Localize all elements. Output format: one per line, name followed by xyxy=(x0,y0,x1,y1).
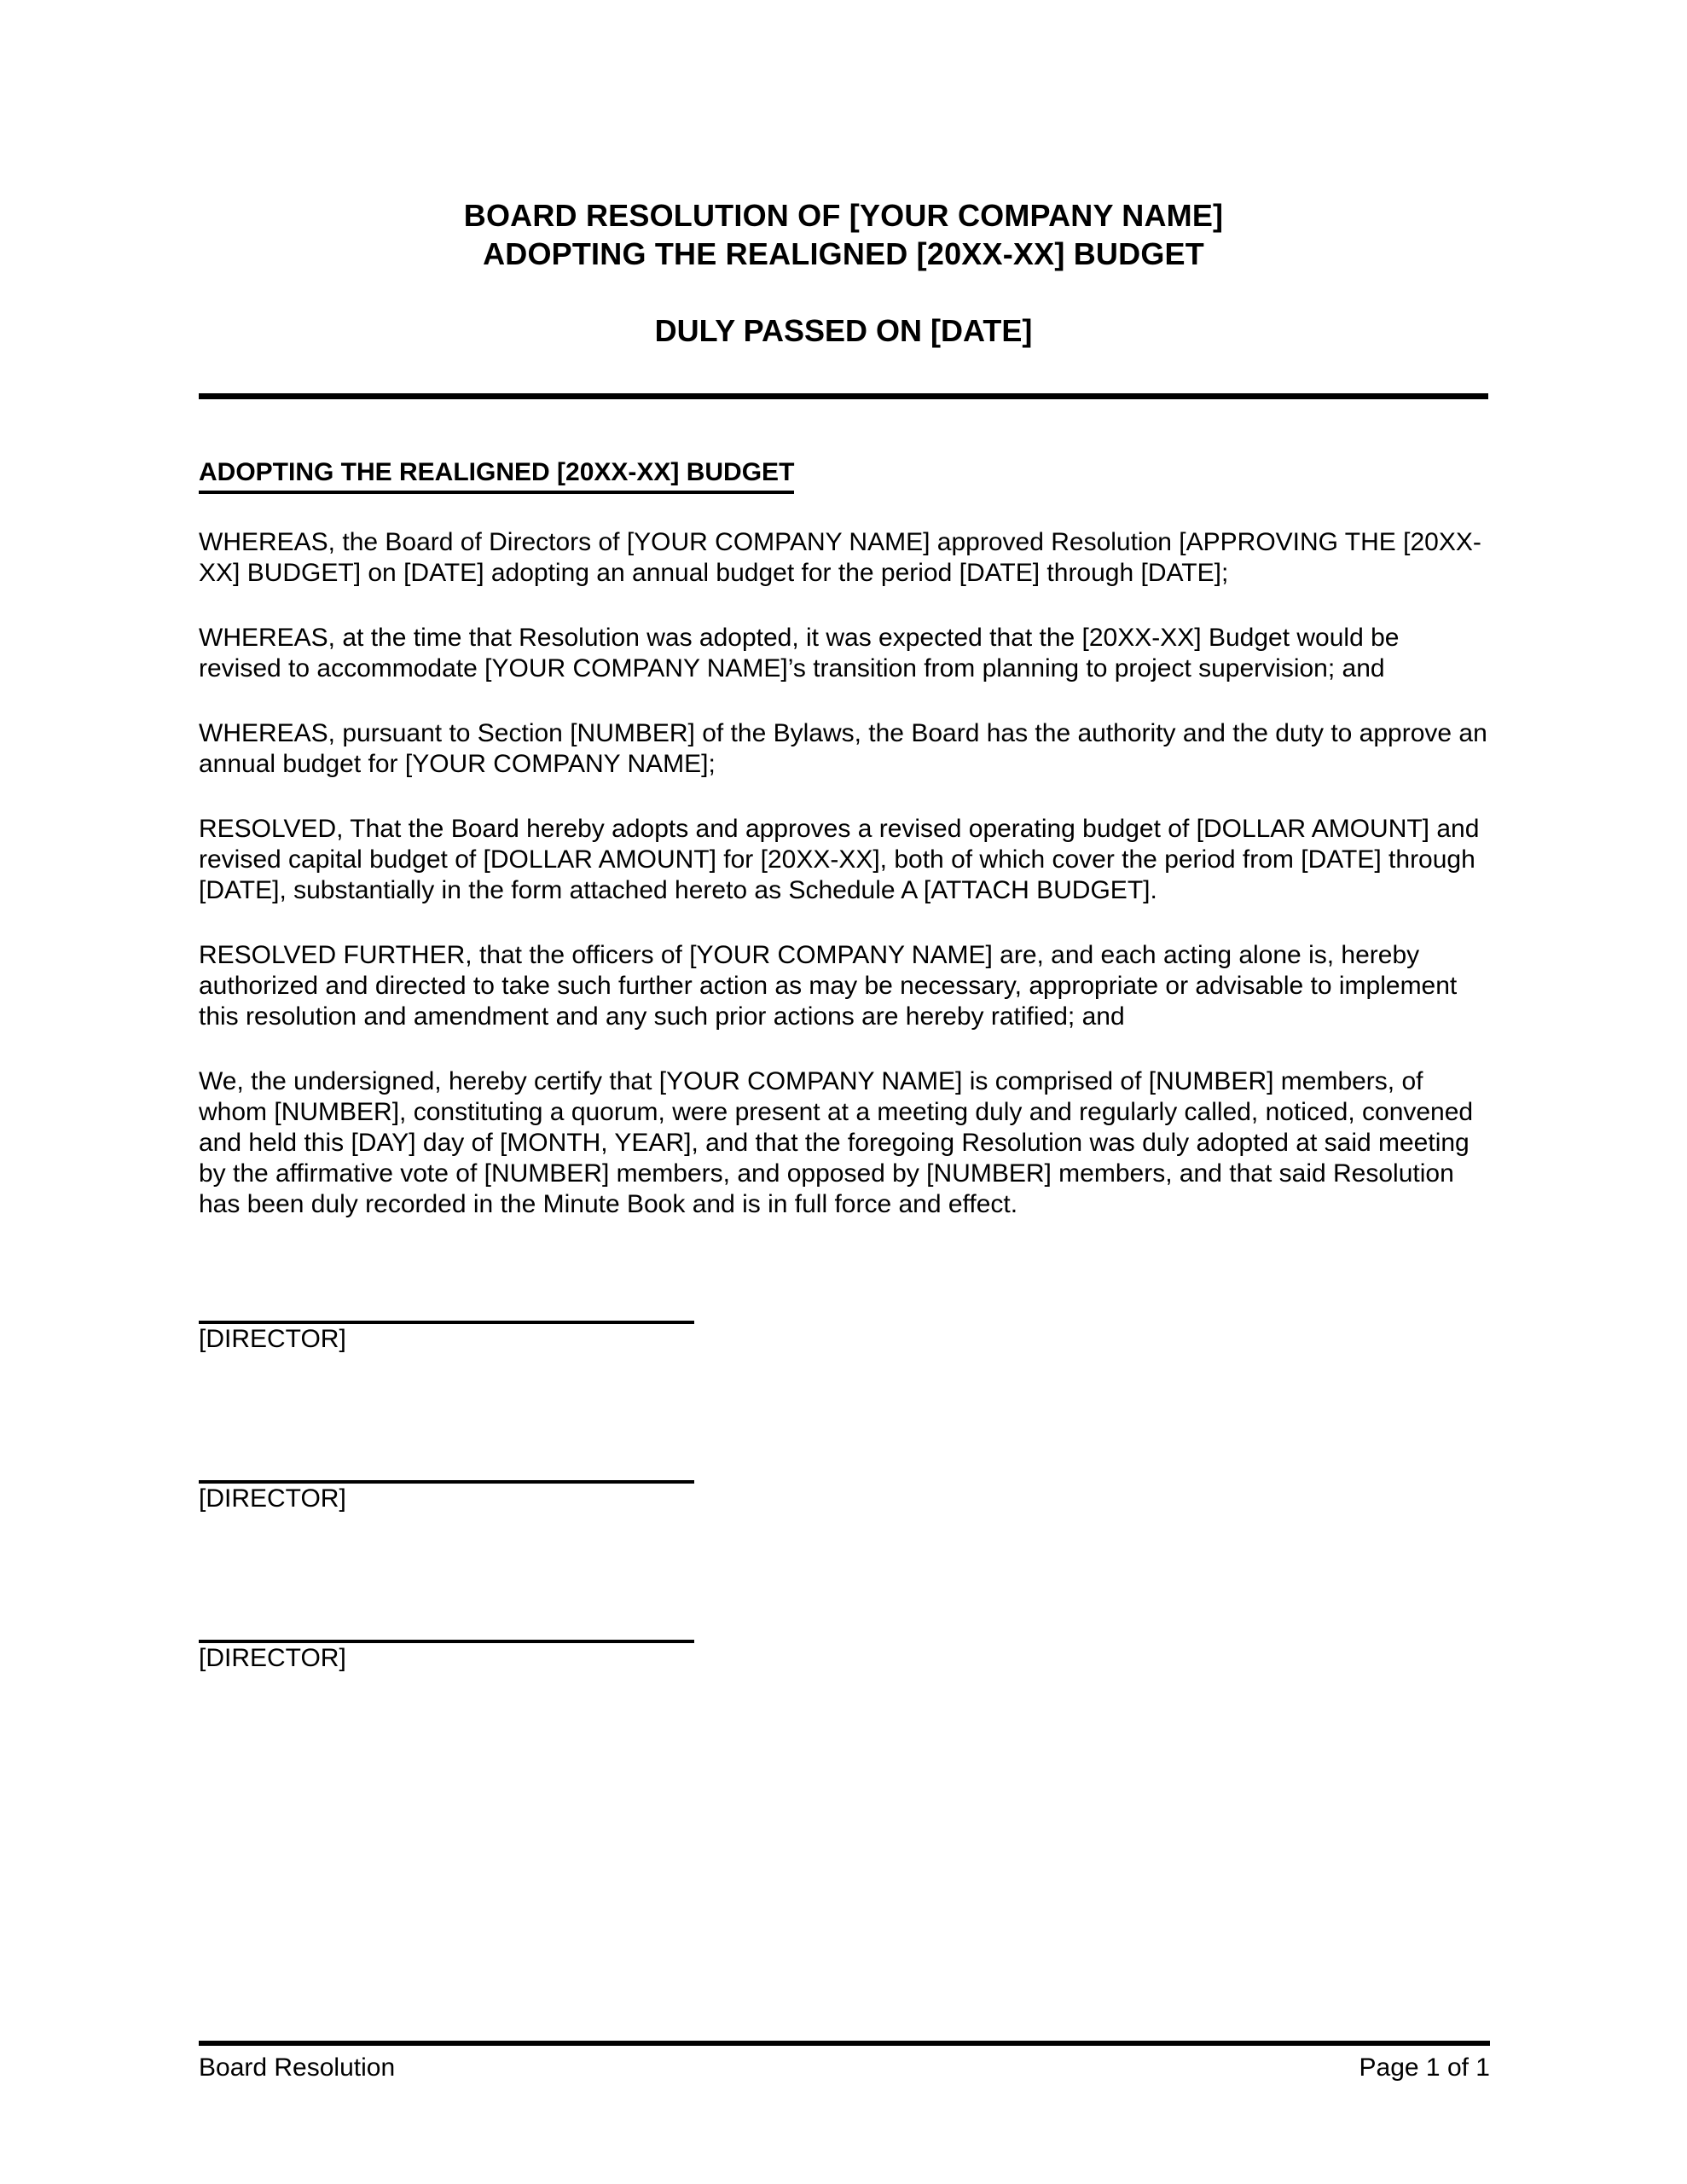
paragraph-resolved-further: RESOLVED FURTHER, that the officers of [YOUR COMPANY NAME] are, and each acting alone is, hereby authorized and directed to take such further action as may be necessary, appropriate or advisable to implement this resolution and amendment and any such prior actions are hereby ratified; and xyxy=(199,941,1458,1031)
signature-label-1: [DIRECTOR] xyxy=(199,1325,346,1353)
paragraph-whereas-3: WHEREAS, pursuant to Section [NUMBER] of the Bylaws, the Board has the authority and the duty to approve an annual budget for [YOUR COMPANY NAME]; xyxy=(199,719,1487,778)
section-heading-row xyxy=(199,457,1488,494)
duly-passed-line: DULY PASSED ON [DATE] xyxy=(654,313,1033,348)
signature-block-3 xyxy=(199,1640,1488,1674)
signature-label-3: [DIRECTOR] xyxy=(199,1644,346,1672)
document-content xyxy=(199,0,1488,1799)
page-footer xyxy=(199,2041,1490,2083)
signature-block-2 xyxy=(199,1480,1488,1514)
paragraph-whereas-1: WHEREAS, the Board of Directors of [YOUR COMPANY NAME] approved Resolution [APPROVING THE [20XX-XX] BUDGET] on [DATE] adopting an annual budget for the period [DATE] through [DATE]; xyxy=(199,528,1481,587)
document-title xyxy=(199,196,1488,273)
body-paragraphs xyxy=(199,527,1488,1220)
signature-block-1 xyxy=(199,1321,1488,1355)
paragraph-whereas-2: WHEREAS, at the time that Resolution was adopted, it was expected that the [20XX-XX] Budget would be revised to accommodate [YOUR COMPANY NAME]’s transition from planning to project supervision; and xyxy=(199,624,1400,682)
signature-label-2: [DIRECTOR] xyxy=(199,1484,346,1513)
paragraph-certification: We, the undersigned, hereby certify that [YOUR COMPANY NAME] is comprised of [NUMBER] members, of whom [NUMBER], constituting a quorum, were present at a meeting duly and regularly called, noticed, convened and held this [DAY] day of [MONTH, YEAR], and that the foregoing Resolution was duly adopted at said meeting by the affirmative vote of [NUMBER] members, and opposed by [NUMBER] members, and that said Resolution has been duly recorded in the Minute Book and is in full force and effect. xyxy=(199,1067,1474,1218)
document-title-line-2: ADOPTING THE REALIGNED [20XX-XX] BUDGET xyxy=(483,236,1204,271)
section-heading: ADOPTING THE REALIGNED [20XX-XX] BUDGET xyxy=(199,457,794,494)
footer-document-name: Board Resolution xyxy=(199,2053,396,2082)
signature-section xyxy=(199,1321,1488,1674)
document-title-line-1: BOARD RESOLUTION OF [YOUR COMPANY NAME] xyxy=(463,198,1224,233)
footer-page-number: Page 1 of 1 xyxy=(1359,2053,1490,2082)
paragraph-resolved: RESOLVED, That the Board hereby adopts and approves a revised operating budget of [DOLLAR AMOUNT] and revised capital budget of [DOLLAR AMOUNT] for [20XX-XX], both of which cover the period from [DATE] through [DATE], substantially in the form attached hereto as Schedule A [ATTACH BUDGET]. xyxy=(199,815,1480,904)
header-divider-rule xyxy=(199,393,1488,399)
